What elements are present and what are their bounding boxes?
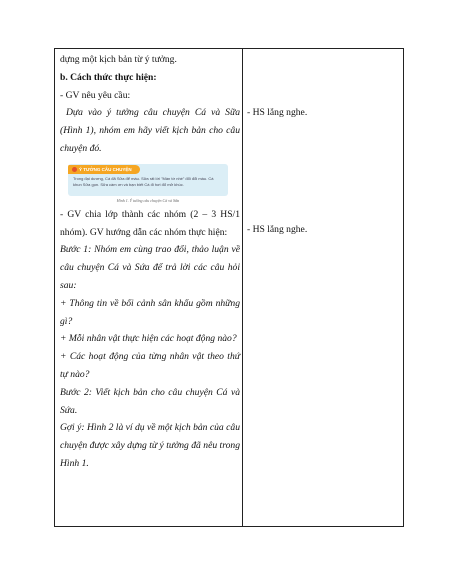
group-division: - GV chia lớp thành các nhóm (2 – 3 HS/1 nhóm). GV hướng dẫn các nhóm thực hiện:	[60, 208, 240, 238]
figure-box	[68, 164, 228, 196]
figure-header-label: Ý TƯỞNG CÂU CHUYỆN	[79, 166, 132, 172]
student-response-2: - HS lắng nghe.	[247, 224, 308, 235]
figure-header	[68, 165, 140, 174]
question-1: + Thông tin về bối cảnh sân khấu gồm những gì?	[60, 297, 240, 327]
story-idea-figure	[68, 164, 228, 206]
task-instruction: Dựa vào ý tưởng câu chuyện Cá và Sữa (Hình 1), nhóm em hãy viết kịch bản cho câu chuyện đó.	[60, 107, 240, 154]
gv-request: - GV nêu yêu cầu:	[60, 89, 131, 101]
student-response-1: - HS lắng nghe.	[247, 107, 308, 118]
line-continuation: dựng một kịch bản từ ý tưởng.	[60, 54, 177, 65]
section-heading: b. Cách thức thực hiện:	[60, 71, 157, 83]
step-1: Bước 1: Nhóm em cùng trao đổi, thảo luận về câu chuyện Cá và Sứa để trả lời các câu hỏi sau:	[60, 244, 240, 291]
question-3: + Các hoạt động của từng nhân vật theo thứ tự nào?	[60, 351, 240, 380]
step-2: Bước 2: Viết kịch bản cho câu chuyện Cá và Sứa.	[60, 386, 240, 416]
hint: Gợi ý: Hình 2 là ví dụ về một kịch bản của câu chuyện được xây dựng từ ý tưởng đã nêu trong Hình 1.	[60, 422, 240, 469]
column-divider	[242, 49, 243, 526]
figure-body-text: Trong đại dương, Cá đã Sữa để màu. Sữa rất lời "Màn tờ nhé" đổi đổi màu. Cá khun Sữa gọn. Sữa càm ơn và bạn biết Cá đi hơi đổ mở khúc.	[73, 175, 214, 187]
bulb-icon	[72, 167, 77, 172]
question-2: + Mỗi nhân vật thực hiện các hoạt động nào?	[60, 333, 237, 345]
lesson-table	[54, 48, 404, 527]
figure-caption: Hình 1. Ý tưởng câu chuyện Cá và Sữa	[116, 197, 180, 203]
teacher-activity-column	[60, 51, 240, 473]
